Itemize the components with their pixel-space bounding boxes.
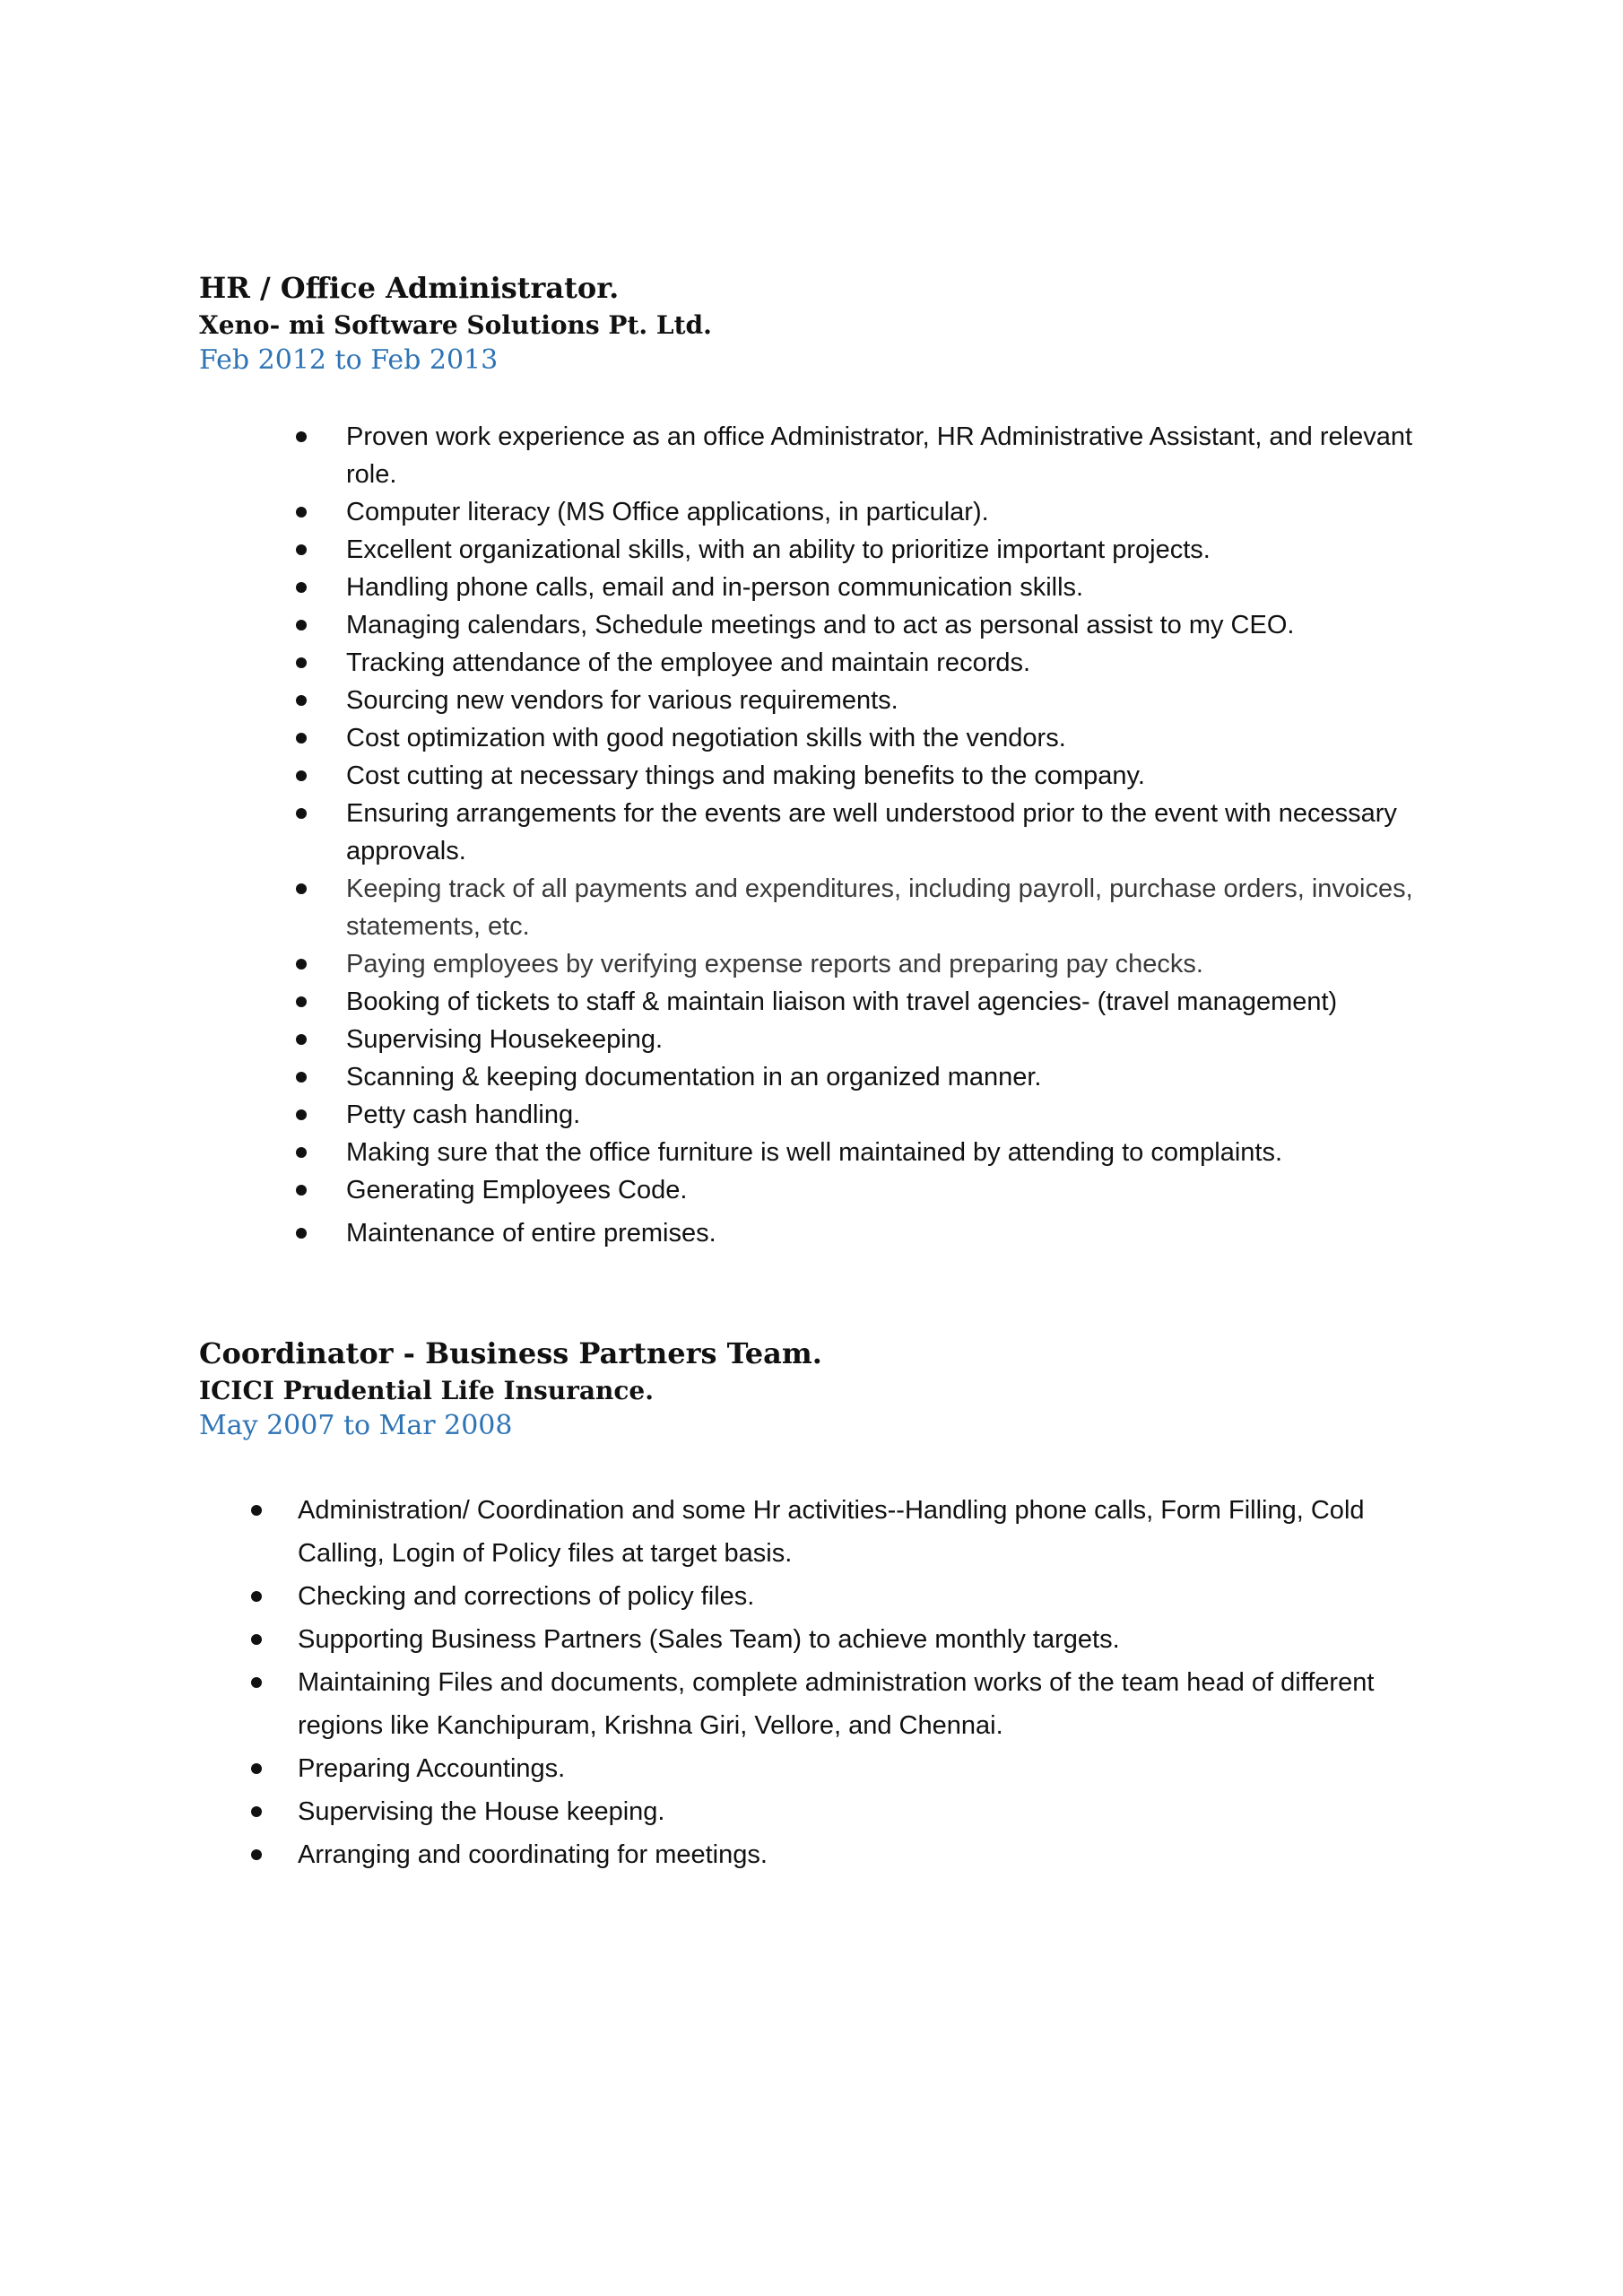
list-item — [296, 945, 1435, 983]
list-item — [296, 569, 1435, 606]
bullet-icon — [251, 1806, 262, 1817]
bullet-icon — [251, 1677, 262, 1688]
bullet-icon — [296, 431, 307, 442]
bullet-icon — [296, 996, 307, 1007]
bullet-icon — [251, 1591, 262, 1602]
bullet-icon — [296, 1185, 307, 1196]
bullet-icon — [296, 808, 307, 819]
list-item-text: Computer literacy (MS Office applications, in particular). — [346, 498, 989, 526]
list-item — [296, 606, 1435, 644]
employment-dates: May 2007 to Mar 2008 — [199, 1410, 513, 1441]
list-item-text: Maintaining Files and documents, complete administration works of the team head of different regions like Kanchipuram, Krishna Giri, Vellore, and Chennai. — [298, 1668, 1375, 1740]
list-item-text: Generating Employees Code. — [346, 1176, 688, 1205]
list-item-text: Tracking attendance of the employee and maintain records. — [346, 648, 1031, 677]
list-item-text: Booking of tickets to staff & maintain liaison with travel agencies- (travel management) — [346, 987, 1338, 1016]
list-item-text: Handling phone calls, email and in-person communication skills. — [346, 573, 1084, 602]
bullet-icon — [296, 1228, 307, 1239]
list-item-text: Keeping track of all payments and expenditures, including payroll, purchase orders, invoices, statements, etc. — [346, 874, 1413, 941]
list-item — [296, 1134, 1435, 1171]
responsibilities-list — [247, 1489, 1449, 1876]
list-item — [296, 983, 1435, 1021]
list-item — [247, 1489, 1449, 1575]
bullet-icon — [251, 1849, 262, 1860]
bullet-icon — [296, 733, 307, 744]
bullet-icon — [296, 1034, 307, 1045]
list-item — [247, 1833, 1449, 1876]
list-item-text: Scanning & keeping documentation in an organized manner. — [346, 1063, 1042, 1091]
list-item — [296, 1096, 1435, 1134]
list-item — [247, 1790, 1449, 1833]
bullet-icon — [296, 1072, 307, 1083]
bullet-icon — [296, 544, 307, 555]
bullet-icon — [296, 620, 307, 631]
list-item — [247, 1575, 1449, 1618]
list-item — [247, 1618, 1449, 1661]
list-item-text: Sourcing new vendors for various requirements. — [346, 686, 898, 715]
bullet-icon — [251, 1763, 262, 1774]
list-item-text: Checking and corrections of policy files. — [298, 1582, 755, 1611]
bullet-icon — [296, 1147, 307, 1158]
bullet-icon — [296, 657, 307, 668]
list-item — [296, 1021, 1435, 1058]
list-item-text: Administration/ Coordination and some Hr activities--Handling phone calls, Form Filling, Cold Calling, Login of Policy files at target basis. — [298, 1496, 1365, 1568]
list-item-text: Supervising the House keeping. — [298, 1797, 665, 1826]
list-item — [296, 644, 1435, 682]
list-item-text: Ensuring arrangements for the events are well understood prior to the event with necessary approvals. — [346, 799, 1397, 865]
company-name: ICICI Prudential Life Insurance. — [199, 1376, 654, 1405]
list-item — [296, 795, 1435, 870]
list-item-text: Excellent organizational skills, with an ability to prioritize important projects. — [346, 535, 1211, 564]
list-item-text: Arranging and coordinating for meetings. — [298, 1840, 768, 1869]
list-item-text: Cost cutting at necessary things and making benefits to the company. — [346, 761, 1145, 790]
job-title: HR / Office Administrator. — [199, 271, 620, 305]
bullet-icon — [296, 883, 307, 894]
list-item — [296, 682, 1435, 719]
bullet-icon — [296, 695, 307, 706]
bullet-icon — [296, 507, 307, 517]
bullet-icon — [251, 1505, 262, 1516]
list-item-text: Making sure that the office furniture is well maintained by attending to complaints. — [346, 1138, 1283, 1167]
list-item — [296, 493, 1435, 531]
list-item — [296, 719, 1435, 757]
bullet-icon — [296, 582, 307, 593]
responsibilities-list — [296, 418, 1435, 1252]
job-title: Coordinator - Business Partners Team. — [199, 1336, 822, 1370]
list-item-text: Supervising Housekeeping. — [346, 1025, 664, 1054]
company-name: Xeno- mi Software Solutions Pt. Ltd. — [199, 310, 712, 340]
bullet-icon — [251, 1634, 262, 1645]
list-item-text: Supporting Business Partners (Sales Team) to achieve monthly targets. — [298, 1625, 1120, 1654]
list-item — [296, 757, 1435, 795]
list-item-text: Cost optimization with good negotiation skills with the vendors. — [346, 724, 1066, 752]
list-item-text: Managing calendars, Schedule meetings and to act as personal assist to my CEO. — [346, 611, 1295, 639]
list-item-text: Paying employees by verifying expense reports and preparing pay checks. — [346, 950, 1203, 978]
list-item-text: Proven work experience as an office Administrator, HR Administrative Assistant, and relevant role. — [346, 422, 1413, 489]
list-item — [296, 1171, 1435, 1209]
list-item-text: Preparing Accountings. — [298, 1754, 566, 1783]
bullet-icon — [296, 959, 307, 970]
list-item — [296, 1058, 1435, 1096]
employment-dates: Feb 2012 to Feb 2013 — [199, 344, 499, 376]
list-item — [296, 1214, 1435, 1252]
list-item-text: Petty cash handling. — [346, 1100, 581, 1129]
list-item — [296, 418, 1435, 493]
list-item-text: Maintenance of entire premises. — [346, 1219, 716, 1248]
list-item — [296, 531, 1435, 569]
bullet-icon — [296, 1109, 307, 1120]
list-item — [296, 870, 1435, 945]
bullet-icon — [296, 770, 307, 781]
list-item — [247, 1747, 1449, 1790]
list-item — [247, 1661, 1449, 1747]
